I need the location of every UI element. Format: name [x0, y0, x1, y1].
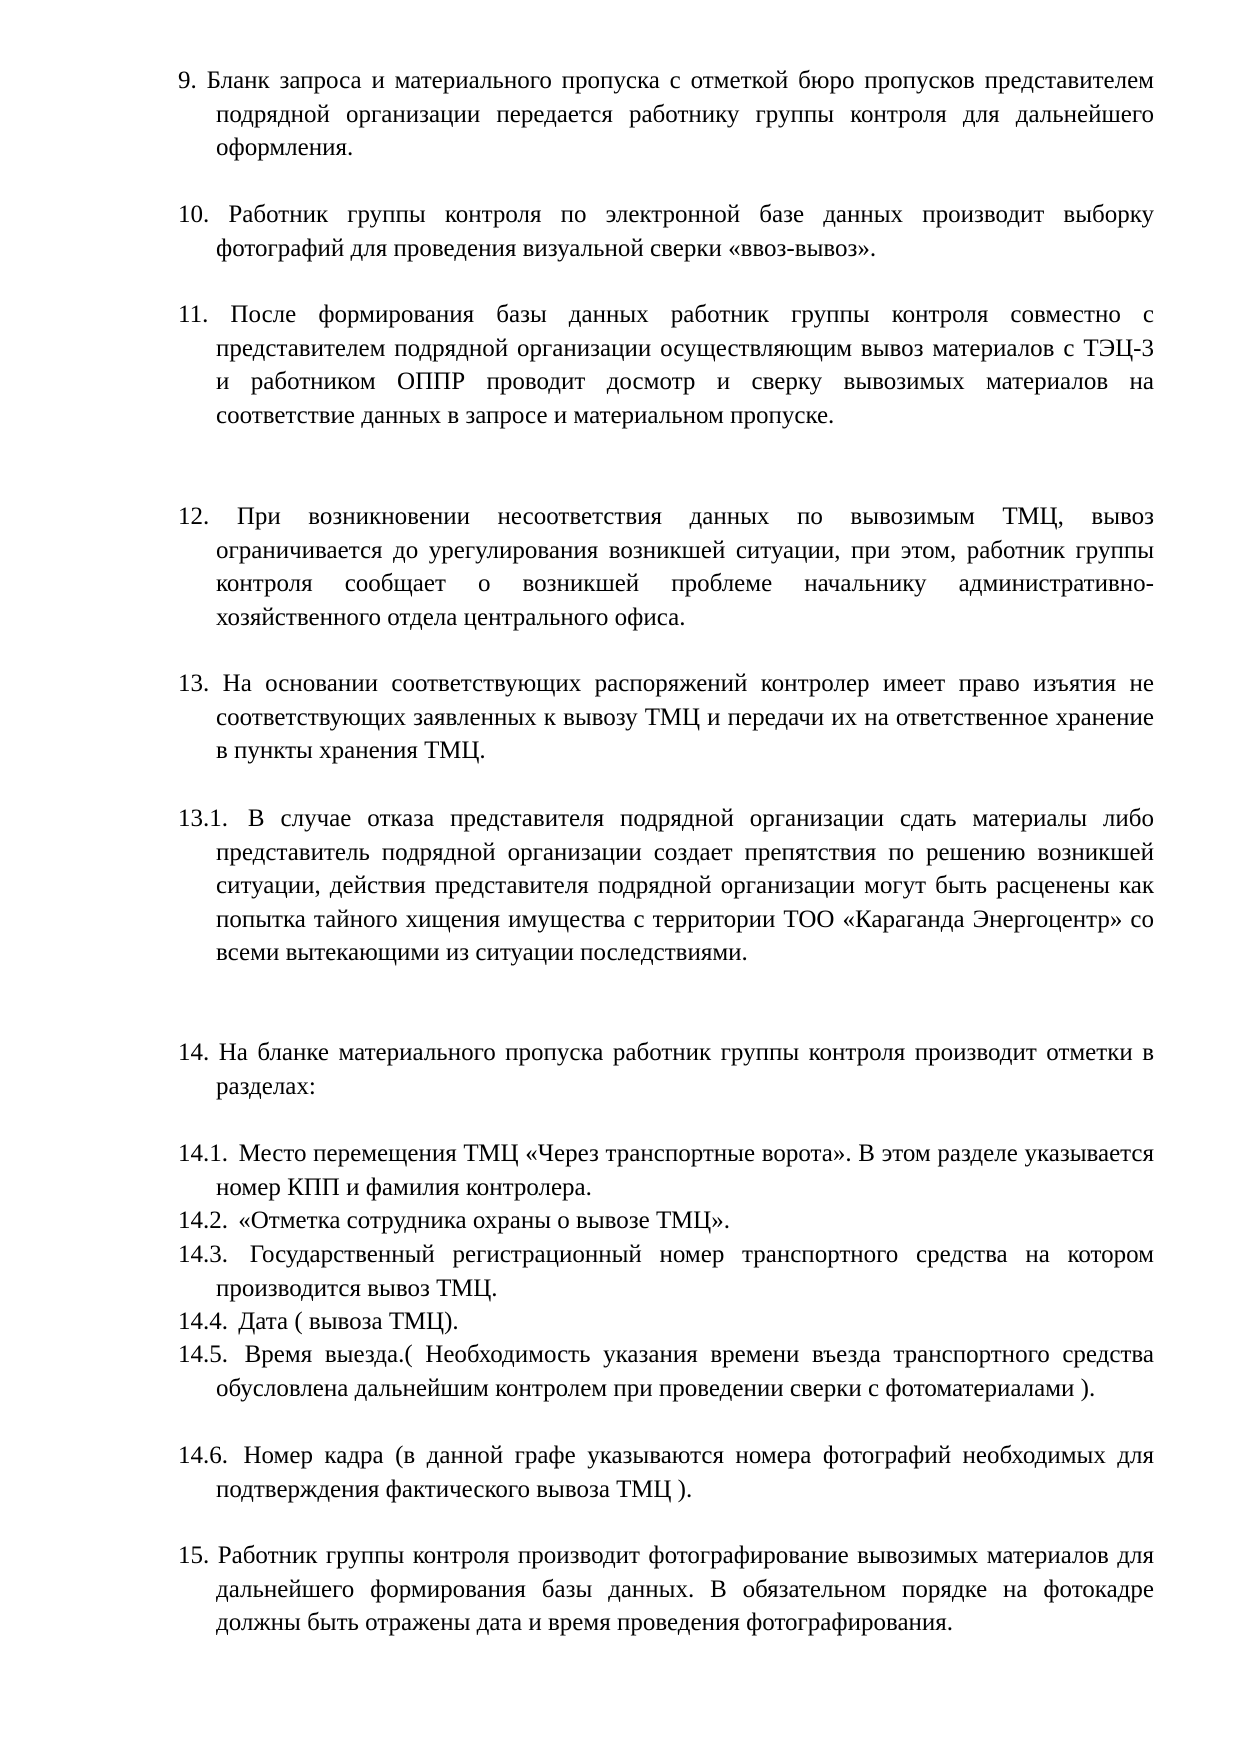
item-number: 14. — [178, 1039, 210, 1066]
item-number: 9. — [178, 67, 197, 94]
item-number: 11. — [178, 301, 209, 328]
list-item-10 — [178, 198, 1154, 265]
item-text: Бланк запроса и материального пропуска с отметкой бюро пропусков представителем подрядной организации передается работнику группы контроля для дальнейшего оформления. — [206, 67, 1155, 162]
item-number: 14.4. — [178, 1308, 228, 1335]
item-number: 14.1. — [178, 1140, 228, 1167]
item-text: Работник группы контроля производит фотографирование вывозимых материалов для дальнейшего формирования базы данных. В обязательном порядке на фотокадре должны быть отражены дата и время проведения фотографирования. — [216, 1542, 1154, 1637]
item-number: 13.1. — [178, 805, 228, 832]
item-text: При возникновении несоответствия данных по вывозимым ТМЦ, вывоз ограничивается до урегулирования возникшей ситуации, при этом, работник группы контроля сообщает о возникшей проблеме начальнику административно-хозяйственного отдела центрального офиса. — [216, 503, 1155, 631]
list-item-14-6 — [178, 1439, 1154, 1506]
item-number: 12. — [178, 503, 210, 530]
item-text: «Отметка сотрудника охраны о вывозе ТМЦ». — [238, 1207, 730, 1234]
item-text: После формирования базы данных работник группы контроля совместно с представителем подрядной организации осуществляющим вывоз материалов с ТЭЦ-3 и работником ОППР проводит досмотр и сверку вывозимых материалов на соответствие данных в запросе и материальном пропуске. — [216, 301, 1154, 429]
item-number: 13. — [178, 670, 210, 697]
list-item-12 — [178, 500, 1154, 634]
item-text: Работник группы контроля по электронной базе данных производит выборку фотографий для проведения визуальной сверки «ввоз-вывоз». — [216, 201, 1155, 262]
list-item-9 — [178, 64, 1154, 165]
list-item-14-2 — [178, 1204, 1154, 1238]
item-number: 15. — [178, 1542, 210, 1569]
item-number: 14.6. — [178, 1442, 228, 1469]
list-item-14-4 — [178, 1305, 1154, 1339]
list-item-13 — [178, 667, 1154, 768]
list-item-14-1 — [178, 1137, 1154, 1204]
list-item-11 — [178, 298, 1154, 432]
item-text: Номер кадра (в данной графе указываются номера фотографий необходимых для подтверждения фактического вывоза ТМЦ ). — [216, 1442, 1154, 1503]
item-text: На бланке материального пропуска работник группы контроля производит отметки в разделах: — [216, 1039, 1155, 1100]
item-text: На основании соответствующих распоряжений контролер имеет право изъятия не соответствующих заявленных к вывозу ТМЦ и передачи их на ответственное хранение в пункты хранения ТМЦ. — [216, 670, 1155, 765]
item-text: Время выезда.( Необходимость указания времени въезда транспортного средства обусловлена дальнейшим контролем при проведении сверки с фотоматериалами ). — [216, 1341, 1154, 1402]
list-item-14-3 — [178, 1238, 1154, 1305]
list-item-13-1 — [178, 802, 1154, 970]
list-item-14-5 — [178, 1338, 1154, 1405]
item-text: В случае отказа представителя подрядной организации сдать материалы либо представитель подрядной организации создает препятствия по решению возникшей ситуации, действия представителя подрядной организации могут быть расценены как попытка тайного хищения имущества с территории ТОО «Караганда Энергоцентр» со всеми вытекающими из ситуации последствиями. — [216, 805, 1154, 967]
item-number: 14.2. — [178, 1207, 228, 1234]
list-item-15 — [178, 1539, 1154, 1640]
item-number: 14.3. — [178, 1241, 228, 1268]
item-number: 14.5. — [178, 1341, 228, 1368]
item-number: 10. — [178, 201, 210, 228]
list-item-14 — [178, 1036, 1154, 1103]
item-text: Место перемещения ТМЦ «Через транспортные ворота». В этом разделе указывается номер КПП и фамилия контролера. — [216, 1140, 1154, 1201]
item-text: Государственный регистрационный номер транспортного средства на котором производится вывоз ТМЦ. — [216, 1241, 1154, 1302]
item-text: Дата ( вывоза ТМЦ). — [238, 1308, 459, 1335]
